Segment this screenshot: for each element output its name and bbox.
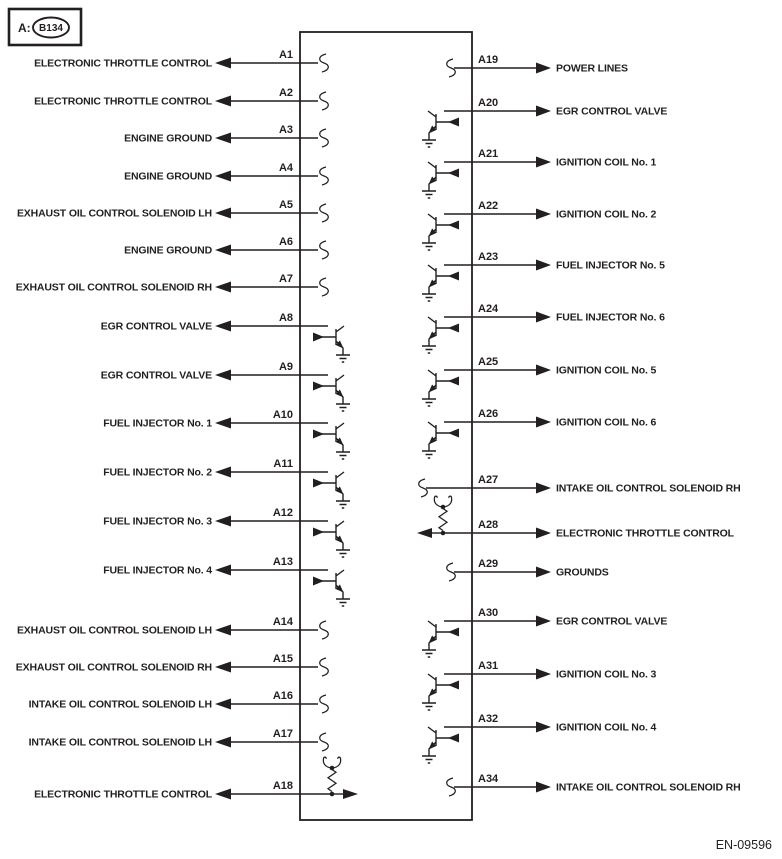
- transistor-ground-icon: [313, 423, 350, 459]
- pin-number: A13: [272, 556, 293, 568]
- pin-number: A28: [478, 519, 499, 531]
- inductor-squiggle-icon: [447, 778, 456, 796]
- arrow-right-icon: [536, 567, 551, 578]
- arrow-right-icon: [536, 483, 551, 494]
- pin-signal-label: ENGINE GROUND: [124, 132, 212, 145]
- ground-icon: [422, 650, 436, 657]
- pin-row-a31: [422, 660, 657, 710]
- transistor-wires: [428, 422, 459, 451]
- arrow-right-icon: [536, 209, 551, 220]
- pin-signal-label: ELECTRONIC THROTTLE CONTROL: [34, 788, 212, 801]
- base-arrow-icon: [448, 377, 459, 386]
- arrow-left-icon: [215, 516, 231, 527]
- pin-number: A23: [478, 251, 499, 263]
- ground-icon: [422, 191, 436, 198]
- base-arrow-icon: [313, 479, 324, 488]
- pin-signal-label: ENGINE GROUND: [124, 170, 212, 183]
- transistor-wires: [313, 521, 344, 550]
- transistor-wires: [313, 472, 344, 501]
- base-arrow-icon: [448, 681, 459, 690]
- pin-row-a29: [447, 558, 609, 581]
- transistor-ground-icon: [313, 326, 350, 362]
- inductor-squiggle-icon: [320, 733, 329, 751]
- arrow-left-icon: [215, 737, 231, 748]
- resistor-pullup-icon: [323, 757, 358, 799]
- pin-number: A6: [278, 236, 293, 248]
- pin-signal-label: IGNITION COIL No. 4: [556, 721, 657, 734]
- pin-signal-label: IGNITION COIL No. 6: [556, 416, 657, 429]
- transistor-ground-icon: [313, 521, 350, 557]
- inductor-squiggle-icon: [320, 241, 329, 259]
- signal-arrow-icon: [343, 789, 358, 799]
- ground-icon: [422, 703, 436, 710]
- pin-number: A15: [272, 653, 293, 665]
- pin-row-a5: [17, 199, 328, 222]
- arrow-right-icon: [536, 106, 551, 117]
- resistor-pullup-icon: [417, 496, 452, 538]
- arrow-right-icon: [536, 260, 551, 271]
- arrow-left-icon: [215, 171, 231, 182]
- inductor-squiggle-icon: [419, 479, 428, 497]
- transistor-ground-icon: [313, 472, 350, 508]
- arrow-right-icon: [536, 312, 551, 323]
- pin-number: A8: [278, 312, 293, 324]
- pin-signal-label: FUEL INJECTOR No. 2: [103, 466, 212, 479]
- base-arrow-icon: [448, 324, 459, 333]
- base-arrow-icon: [448, 272, 459, 281]
- pin-signal-label: IGNITION COIL No. 5: [556, 364, 657, 377]
- pin-row-a22: [422, 200, 657, 250]
- ground-icon: [422, 346, 436, 353]
- base-arrow-icon: [448, 118, 459, 127]
- arrow-right-icon: [536, 782, 551, 793]
- arrow-left-icon: [215, 133, 231, 144]
- pin-signal-label: EGR CONTROL VALVE: [556, 615, 668, 628]
- pin-signal-label: GROUNDS: [556, 566, 609, 579]
- pin-number: A14: [272, 616, 293, 628]
- pin-row-a21: [422, 148, 657, 198]
- transistor-ground-icon: [422, 621, 459, 657]
- transistor-wires: [428, 162, 459, 191]
- inductor-squiggle-icon: [320, 695, 329, 713]
- arrow-left-icon: [215, 662, 231, 673]
- ground-icon: [336, 501, 350, 508]
- pin-row-a2: [34, 87, 328, 110]
- pin-signal-label: INTAKE OIL CONTROL SOLENOID RH: [556, 482, 741, 495]
- pin-row-a20: [422, 97, 667, 147]
- pin-number: A9: [278, 361, 293, 373]
- pin-number: A18: [272, 780, 293, 792]
- pin-signal-label: IGNITION COIL No. 3: [556, 668, 657, 681]
- pin-signal-label: INTAKE OIL CONTROL SOLENOID LH: [28, 736, 212, 749]
- pin-number: A11: [273, 458, 293, 470]
- arrow-left-icon: [215, 565, 231, 576]
- ground-icon: [422, 294, 436, 301]
- pin-number: A7: [278, 273, 293, 285]
- pin-signal-label: EXHAUST OIL CONTROL SOLENOID LH: [16, 624, 212, 637]
- pin-signal-label: IGNITION COIL No. 2: [556, 208, 657, 221]
- base-arrow-icon: [448, 628, 459, 637]
- pin-row-a26: [422, 408, 657, 458]
- pin-number: A17: [272, 728, 293, 740]
- base-arrow-icon: [313, 430, 324, 439]
- ground-icon: [336, 550, 350, 557]
- ground-icon: [422, 756, 436, 763]
- resistor-zigzag-icon: [328, 770, 336, 792]
- arrow-left-icon: [215, 96, 231, 107]
- base-arrow-icon: [313, 528, 324, 537]
- pin-row-a4: [124, 162, 328, 185]
- inductor-squiggle-icon: [320, 204, 329, 222]
- inductor-squiggle-icon: [320, 129, 329, 147]
- ground-icon: [422, 399, 436, 406]
- arrow-left-icon: [215, 418, 231, 429]
- pin-row-a18: [34, 757, 358, 800]
- pin-number: A2: [278, 87, 293, 99]
- transistor-wires: [313, 375, 344, 404]
- pin-number: A10: [272, 409, 293, 421]
- inductor-squiggle-icon: [320, 278, 329, 296]
- pin-row-a23: [422, 251, 665, 301]
- pin-signal-label: EXHAUST OIL CONTROL SOLENOID LH: [16, 207, 212, 220]
- arrow-left-icon: [215, 208, 231, 219]
- transistor-wires: [313, 570, 344, 599]
- transistor-wires: [428, 214, 459, 243]
- transistor-wires: [428, 111, 459, 140]
- pin-row-a8: [101, 312, 350, 362]
- pin-number: A12: [272, 507, 293, 519]
- ground-icon: [336, 452, 350, 459]
- inductor-squiggle-icon: [320, 167, 329, 185]
- pin-number: A20: [478, 97, 499, 109]
- transistor-ground-icon: [422, 674, 459, 710]
- resistor-zigzag-icon: [439, 509, 447, 531]
- transistor-ground-icon: [313, 570, 350, 606]
- inductor-squiggle-icon: [320, 92, 329, 110]
- pin-row-a19: [447, 54, 628, 77]
- transistor-ground-icon: [422, 317, 459, 353]
- transistor-wires: [313, 423, 344, 452]
- transistor-ground-icon: [422, 162, 459, 198]
- pin-signal-label: EGR CONTROL VALVE: [100, 320, 212, 333]
- inductor-squiggle-icon: [447, 563, 456, 581]
- pin-row-a32: [422, 713, 657, 763]
- ground-icon: [336, 355, 350, 362]
- base-arrow-icon: [313, 333, 324, 342]
- pin-signal-label: ENGINE GROUND: [124, 244, 212, 257]
- ground-icon: [422, 243, 436, 250]
- pin-signal-label: ELECTRONIC THROTTLE CONTROL: [556, 527, 734, 540]
- pin-row-a10: [103, 409, 350, 459]
- pin-number: A27: [478, 474, 499, 486]
- pin-row-a14: [17, 616, 328, 639]
- pin-number: A30: [478, 607, 499, 619]
- ground-icon: [422, 140, 436, 147]
- arrow-left-icon: [215, 370, 231, 381]
- pin-signal-label: FUEL INJECTOR No. 4: [103, 564, 212, 577]
- pin-number: A4: [278, 162, 293, 174]
- arrow-right-icon: [536, 417, 551, 428]
- pin-signal-label: INTAKE OIL CONTROL SOLENOID RH: [556, 781, 741, 794]
- connector-body-outline: [300, 32, 472, 820]
- pin-number: A26: [478, 408, 499, 420]
- transistor-wires: [428, 265, 459, 294]
- legend-prefix: A:: [18, 21, 31, 35]
- transistor-wires: [428, 621, 459, 650]
- arrow-left-icon: [215, 321, 231, 332]
- pin-row-a28: [417, 496, 735, 539]
- transistor-ground-icon: [313, 375, 350, 411]
- pin-rows: [16, 49, 741, 801]
- pin-signal-label: EXHAUST OIL CONTROL SOLENOID RH: [15, 661, 212, 674]
- pin-number: A31: [478, 660, 499, 672]
- pin-row-a27: [419, 474, 741, 497]
- pin-signal-label: EGR CONTROL VALVE: [556, 105, 668, 118]
- arrow-left-icon: [215, 789, 231, 800]
- transistor-wires: [313, 326, 344, 355]
- transistor-ground-icon: [422, 265, 459, 301]
- base-arrow-icon: [448, 169, 459, 178]
- pin-signal-label: ELECTRONIC THROTTLE CONTROL: [34, 57, 212, 70]
- pin-number: A1: [278, 49, 293, 61]
- transistor-ground-icon: [422, 111, 459, 147]
- transistor-ground-icon: [422, 370, 459, 406]
- arrow-left-icon: [215, 282, 231, 293]
- pin-number: A16: [272, 690, 293, 702]
- arrow-right-icon: [536, 722, 551, 733]
- inductor-squiggle-icon: [320, 658, 329, 676]
- arrow-right-icon: [536, 63, 551, 74]
- arrow-right-icon: [536, 528, 551, 539]
- transistor-ground-icon: [422, 214, 459, 250]
- pin-row-a30: [422, 607, 667, 657]
- arrow-right-icon: [536, 616, 551, 627]
- pin-row-a3: [124, 124, 328, 147]
- arrow-left-icon: [215, 699, 231, 710]
- arrow-left-icon: [215, 245, 231, 256]
- transistor-wires: [428, 370, 459, 399]
- pin-row-a1: [34, 49, 328, 72]
- pin-number: A24: [478, 303, 499, 315]
- pin-number: A25: [478, 356, 499, 368]
- ground-icon: [422, 451, 436, 458]
- inductor-squiggle-icon: [320, 621, 329, 639]
- pin-number: A29: [478, 558, 499, 570]
- transistor-ground-icon: [422, 422, 459, 458]
- pin-signal-label: EGR CONTROL VALVE: [100, 369, 212, 382]
- pin-row-a11: [103, 458, 350, 508]
- base-arrow-icon: [448, 221, 459, 230]
- transistor-ground-icon: [422, 727, 459, 763]
- pin-row-a15: [16, 653, 329, 676]
- pin-number: A5: [278, 199, 293, 211]
- pin-signal-label: FUEL INJECTOR No. 5: [556, 259, 665, 272]
- arrow-right-icon: [536, 157, 551, 168]
- inductor-squiggle-icon: [320, 54, 329, 72]
- pin-row-a25: [422, 356, 657, 406]
- pin-number: A21: [478, 148, 499, 160]
- arrow-left-icon: [215, 467, 231, 478]
- ground-icon: [336, 599, 350, 606]
- pin-row-a17: [29, 728, 329, 751]
- pin-signal-label: FUEL INJECTOR No. 3: [103, 515, 212, 528]
- arrow-right-icon: [536, 365, 551, 376]
- pin-row-a16: [29, 690, 329, 713]
- arrow-right-icon: [536, 669, 551, 680]
- pin-row-a12: [103, 507, 350, 557]
- connector-id: B134: [39, 23, 63, 34]
- pin-row-a6: [124, 236, 328, 259]
- base-arrow-icon: [448, 734, 459, 743]
- arrow-left-icon: [215, 58, 231, 69]
- pin-number: A32: [478, 713, 499, 725]
- pin-number: A19: [478, 54, 499, 66]
- pin-signal-label: EXHAUST OIL CONTROL SOLENOID RH: [15, 281, 212, 294]
- pin-signal-label: POWER LINES: [556, 62, 628, 75]
- pin-row-a13: [103, 556, 350, 606]
- transistor-wires: [428, 317, 459, 346]
- base-arrow-icon: [313, 382, 324, 391]
- pin-number: A3: [278, 124, 293, 136]
- document-number: EN-09596: [715, 838, 772, 852]
- pin-signal-label: IGNITION COIL No. 1: [556, 156, 657, 169]
- pin-row-a7: [16, 273, 329, 296]
- pin-signal-label: FUEL INJECTOR No. 6: [556, 311, 665, 324]
- base-arrow-icon: [313, 577, 324, 586]
- pin-row-a9: [101, 361, 350, 411]
- pin-signal-label: INTAKE OIL CONTROL SOLENOID LH: [28, 698, 212, 711]
- pin-signal-label: FUEL INJECTOR No. 1: [103, 417, 212, 430]
- inductor-squiggle-icon: [447, 59, 456, 77]
- connector-legend: [9, 9, 81, 45]
- pin-row-a34: [447, 773, 741, 796]
- transistor-wires: [428, 727, 459, 756]
- pin-signal-label: ELECTRONIC THROTTLE CONTROL: [34, 95, 212, 108]
- signal-arrow-icon: [417, 528, 432, 538]
- base-arrow-icon: [448, 429, 459, 438]
- transistor-wires: [428, 674, 459, 703]
- arrow-left-icon: [215, 625, 231, 636]
- pin-row-a24: [422, 303, 665, 353]
- pin-number: A34: [478, 773, 499, 785]
- ground-icon: [336, 404, 350, 411]
- pin-number: A22: [478, 200, 499, 212]
